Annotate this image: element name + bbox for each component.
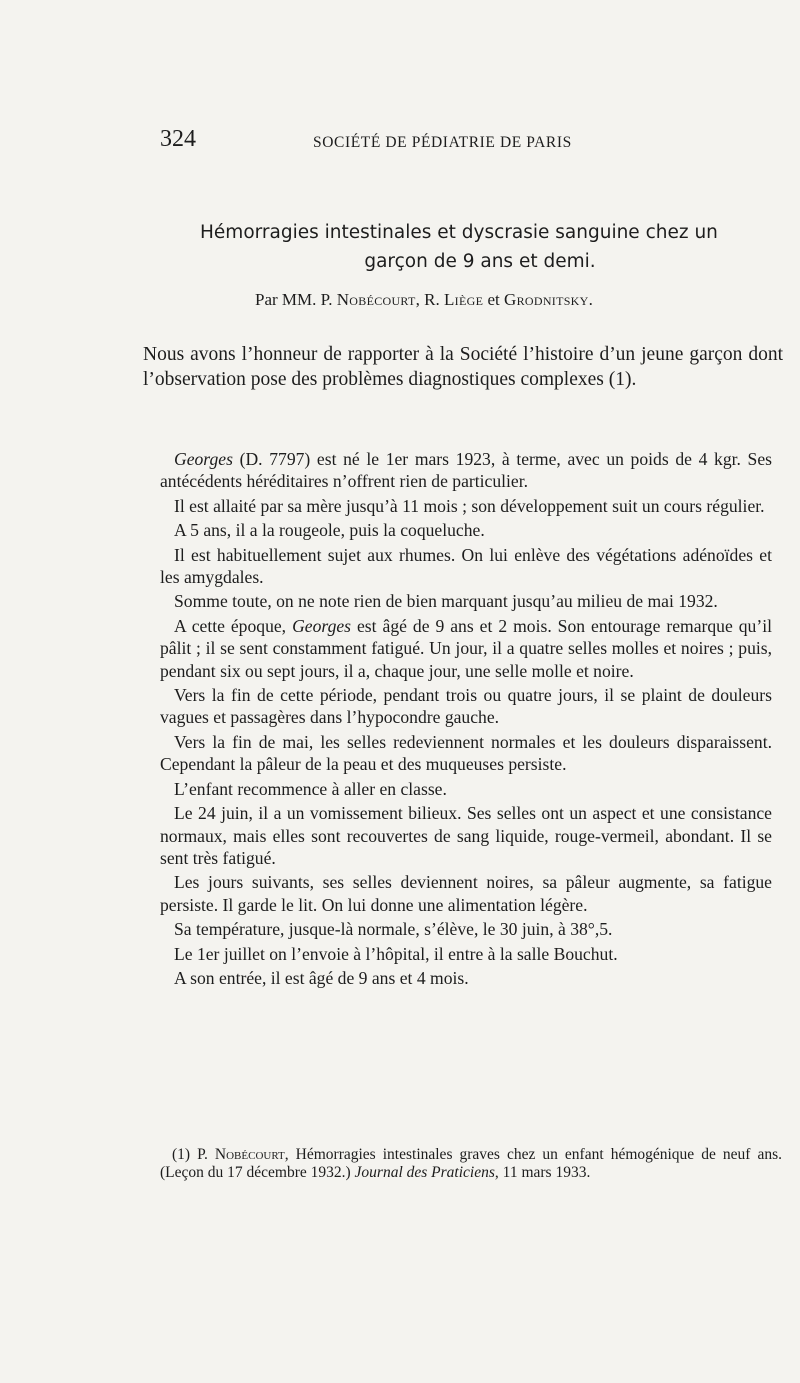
article-title	[120, 218, 800, 276]
title-line-2: garçon de 9 ans et demi.	[364, 251, 596, 272]
paragraph: Somme toute, on ne note rien de bien marquant jusqu’au milieu de mai 1932.	[174, 591, 718, 612]
page-header	[160, 126, 800, 166]
paragraph: A 5 ans, il a la rougeole, puis la coqueluche.	[174, 520, 485, 541]
case-body	[160, 448, 772, 991]
paragraph: A cette époque, Georges est âgé de 9 ans et 2 mois. Son entourage remarque qu’il pâlit ; il se sent constamment fatigué. Un jour, il a quatre selles molles et noires ; puis, pendant six ou sept jours, il a, chaque jour, une selle molle et noire.	[160, 615, 772, 681]
author-1: Nobécourt	[336, 290, 416, 309]
paragraph: A son entrée, il est âgé de 9 ans et 4 mois.	[174, 967, 469, 988]
footnote-date: , 11 mars 1933.	[494, 1164, 591, 1181]
patient-name: Georges	[292, 615, 352, 636]
footnote	[160, 1146, 782, 1182]
paragraph: Le 24 juin, il a un vomissement bilieux. Ses selles ont un aspect et une consistance normaux, mais elles sont recouvertes de sang liquide, rouge-vermeil, abondant. Il se sent très fatigué.	[160, 803, 772, 868]
paragraph: Sa température, jusque-là normale, s’élève, le 30 juin, à 38°,5.	[174, 919, 613, 940]
footnote-prefix: (1) P.	[172, 1146, 208, 1163]
paragraph: Il est allaité par sa mère jusqu’à 11 mois ; son développement suit un cours régulier.	[174, 495, 765, 516]
paragraph: L’enfant recommence à aller en classe.	[174, 778, 447, 799]
paragraph: Georges (D. 7797) est né le 1er mars 1923, à terme, avec un poids de 4 kgr. Ses antécédents héréditaires n’offrent rien de particulier.	[160, 449, 772, 492]
title-line-1: Hémorragies intestinales et dyscrasie sanguine chez un	[200, 222, 718, 243]
page-number: 324	[160, 126, 196, 152]
authors-sep-1: , R.	[415, 290, 440, 309]
authors-suffix: .	[588, 290, 593, 309]
authors-line	[255, 290, 593, 310]
footnote-author: Nobécourt	[214, 1146, 285, 1163]
paragraph: Vers la fin de cette période, pendant trois ou quatre jours, il se plaint de douleurs vagues et passagères dans l’hypocondre gauche.	[160, 685, 772, 728]
patient-name: Georges	[174, 449, 233, 469]
footnote-text: , Hémorragies intestinales graves chez un enfant hémogénique de neuf ans. (Leçon du 17 décembre 1932.)	[160, 1146, 782, 1181]
authors-prefix: Par MM. P.	[255, 290, 333, 309]
running-head: SOCIÉTÉ DE PÉDIATRIE DE PARIS	[313, 134, 572, 151]
footnote-journal: Journal des Praticiens	[354, 1164, 495, 1181]
paragraph: Le 1er juillet on l’envoie à l’hôpital, il entre à la salle Bouchut.	[174, 943, 618, 964]
paragraph: Les jours suivants, ses selles deviennent noires, sa pâleur augmente, sa fatigue persiste. Il garde le lit. On lui donne une alimentation légère.	[160, 872, 772, 915]
paragraph: Vers la fin de mai, les selles redeviennent normales et les douleurs disparaissent. Cependant la pâleur de la peau et des muqueuses persiste.	[160, 731, 772, 775]
intro-paragraph: Nous avons l’honneur de rapporter à la Société l’histoire d’un jeune garçon dont l’observation pose des problèmes diagnostiques complexes (1).	[143, 344, 783, 390]
author-3: Grodnitsky	[504, 290, 589, 309]
paragraph: Il est habituellement sujet aux rhumes. On lui enlève des végétations adénoïdes et les amygdales.	[160, 544, 772, 588]
authors-sep-2: et	[483, 290, 500, 309]
author-2: Liège	[444, 290, 484, 309]
